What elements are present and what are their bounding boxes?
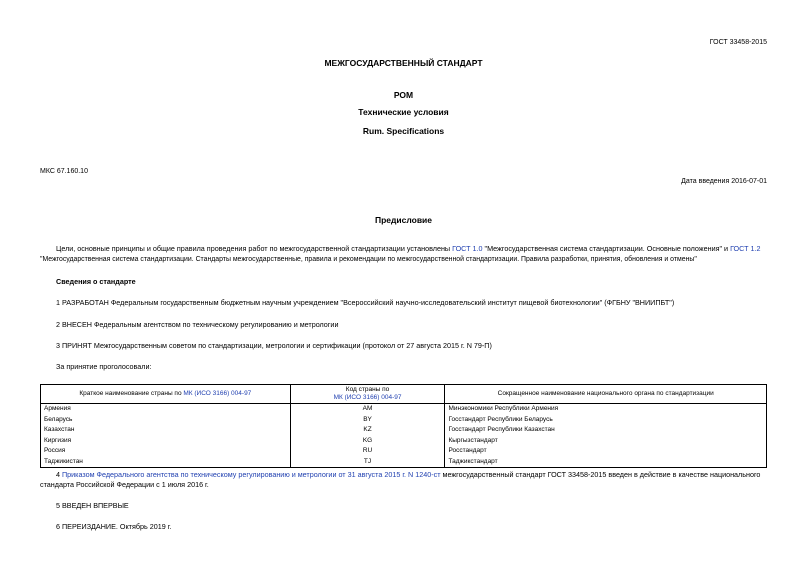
country-cell: Россия [41, 446, 291, 457]
foreword-intro-line2: "Межгосударственная система стандартизации. Стандарты межгосударственные, правила и рекомендации по межгосударственной стандартизации. Правила разработки, принятия, обновления и отмены" [40, 256, 697, 263]
body-cell: Таджикстандарт [445, 457, 767, 468]
foreword-heading: Предисловие [374, 215, 433, 225]
table-row [41, 425, 767, 436]
standard-info-heading: Сведения о стандарте [56, 277, 136, 286]
national-body-header: Сокращенное наименование национального органа по стандартизации [445, 385, 767, 404]
item-order-line2: стандарта Российской Федерации с 1 июля 2016 г. [40, 480, 209, 489]
introduction-date: Дата введения 2016-07-01 [681, 178, 767, 185]
body-cell: Росстандарт [445, 446, 767, 457]
country-code-header [290, 385, 445, 404]
code-cell: AM [290, 404, 445, 415]
code-cell: KZ [290, 425, 445, 436]
code-cell: KG [290, 436, 445, 447]
country-cell: Армения [41, 404, 291, 415]
voting-countries-table [40, 384, 767, 468]
country-cell: Беларусь [41, 415, 291, 426]
gost-1-0-link[interactable]: ГОСТ 1.0 [452, 244, 483, 253]
body-cell: Госстандарт Республики Беларусь [445, 415, 767, 426]
code-cell: TJ [290, 457, 445, 468]
standard-subtitle: Технические условия [358, 107, 449, 117]
standard-title-en: Rum. Specifications [362, 126, 445, 136]
table-row [41, 446, 767, 457]
foreword-intro-line1 [56, 244, 760, 254]
intro-text-part2: "Межгосударственная система стандартизации. Основные положения" и [482, 244, 731, 253]
item-developed: 1 РАЗРАБОТАН Федеральным государственным бюджетным научным учреждением "Всероссийский научно-исследовательский институт пищевой биотехнологии" (ФГБНУ "ВНИИПБТ") [56, 298, 675, 307]
code-cell: BY [290, 415, 445, 426]
country-name-header [41, 385, 291, 404]
voted-label: За принятие проголосовали: [56, 362, 152, 371]
country-cell: Киргизия [41, 436, 291, 447]
standard-type: МЕЖГОСУДАРСТВЕННЫЙ СТАНДАРТ [324, 58, 483, 68]
mk-iso-link[interactable]: МК (ИСО 3166) 004-97 [183, 390, 252, 397]
item-adopted: 3 ПРИНЯТ Межгосударственным советом по стандартизации, метрологии и сертификации (протокол от 27 августа 2015 г. N 79-П) [56, 341, 492, 350]
table-row [41, 436, 767, 447]
table-header-row [41, 385, 767, 404]
country-name-header-text: Краткое наименование страны по [79, 390, 184, 397]
country-cell: Таджикистан [41, 457, 291, 468]
mks-code: МКС 67.160.10 [40, 168, 88, 175]
item-order-text: межгосударственный стандарт ГОСТ 33458-2015 введен в действие в качестве национального [440, 470, 761, 479]
item-republication: 6 ПЕРЕИЗДАНИЕ. Октябрь 2019 г. [56, 522, 172, 531]
item-submitted: 2 ВНЕСЕН Федеральным агентством по техническому регулированию и метрологии [56, 320, 339, 329]
body-cell: Госстандарт Республики Казахстан [445, 425, 767, 436]
item-order-line1 [56, 470, 760, 480]
body-cell: Минэкономики Республики Армения [445, 404, 767, 415]
order-link[interactable]: Приказом Федерального агентства по техническому регулированию и метрологии от 31 августа 2015 г. N 1240-ст [62, 470, 441, 479]
mk-iso-code-link[interactable]: МК (ИСО 3166) 004-97 [333, 394, 402, 401]
standard-title: РОМ [393, 90, 414, 100]
body-cell: Кыргызстандарт [445, 436, 767, 447]
intro-text-part1: Цели, основные принципы и общие правила проведения работ по межгосударственной стандартизации установлены [56, 244, 453, 253]
gost-1-2-link[interactable]: ГОСТ 1.2 [730, 244, 761, 253]
document-number: ГОСТ 33458-2015 [709, 39, 767, 46]
country-code-header-text: Код страны по [345, 386, 390, 393]
country-cell: Казахстан [41, 425, 291, 436]
item-order-number: 4 [56, 470, 62, 479]
table-row [41, 415, 767, 426]
table-row [41, 457, 767, 468]
code-cell: RU [290, 446, 445, 457]
table-row [41, 404, 767, 415]
item-first-introduced: 5 ВВЕДЕН ВПЕРВЫЕ [56, 501, 129, 510]
